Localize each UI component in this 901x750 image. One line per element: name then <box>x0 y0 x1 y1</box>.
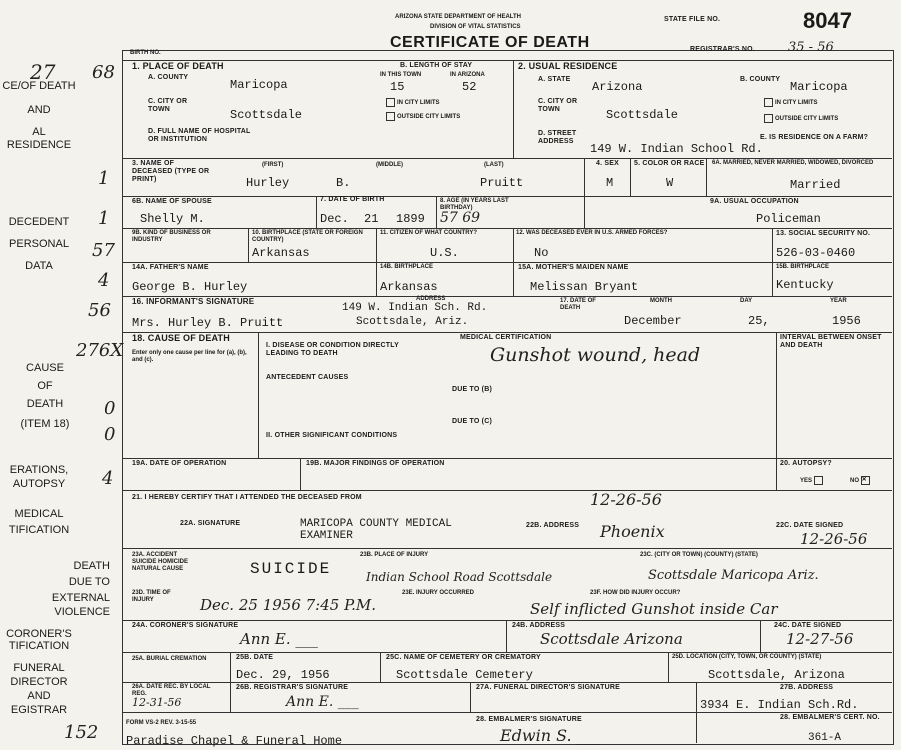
value-funeral-home: Paradise Chapel & Funeral Home <box>126 734 343 748</box>
label-name-deceased: 3. NAME OF DECEASED (TYPE OR PRINT) <box>132 160 210 183</box>
value-father-birthplace: Arkansas <box>380 280 438 294</box>
registrar-number: 35 - 56 <box>788 40 834 55</box>
label-date-rec: 26A. DATE REC. BY LOCAL REG. <box>132 684 211 697</box>
value-ssn: 526-03-0460 <box>776 246 856 260</box>
margin-number: 4 <box>102 468 114 489</box>
margin-autopsy: AUTOPSY <box>12 478 66 490</box>
value-place-injury: Indian School Road Scottsdale <box>366 570 553 584</box>
label-father-birthplace: 14B. BIRTHPLACE <box>380 264 434 270</box>
value-city: Scottsdale <box>230 108 303 122</box>
margin-residence: AL RESIDENCE <box>6 126 72 151</box>
value-race: W <box>666 176 674 190</box>
label-mother-birthplace: 15B. BIRTHPLACE <box>776 264 830 270</box>
label-cause-note: Enter only one cause per line for (a), (b), and (c). <box>132 350 247 363</box>
label-location: 25D. LOCATION (CITY, TOWN, OR COUNTY) (STATE) <box>672 654 822 660</box>
value-sign-place: Phoenix <box>600 522 665 541</box>
value-cause-a: Gunshot wound, head <box>490 344 701 366</box>
label-due-b: DUE TO (B) <box>452 386 492 393</box>
label-in-this-town: IN THIS TOWN <box>380 72 422 78</box>
value-birthplace: Arkansas <box>252 246 310 260</box>
margin-number: 0 <box>104 398 116 419</box>
value-armed-forces: No <box>534 246 549 260</box>
margin-number: 27 <box>30 60 56 84</box>
label-spouse: 6B. NAME OF SPOUSE <box>132 198 212 205</box>
margin-and2: AND <box>27 690 51 702</box>
value-embalmer-sig: Edwin S. ___ <box>500 726 601 745</box>
margin-death: DEATH <box>26 398 64 410</box>
margin-medical: MEDICAL <box>14 508 64 520</box>
margin-number: 0 <box>104 424 116 445</box>
value-informant-address-2: Scottsdale, Ariz. <box>356 316 469 328</box>
margin-decedent: DECEDENT <box>8 216 70 228</box>
value-informant: Mrs. Hurley B. Pruitt <box>132 316 284 330</box>
value-informant-address-1: 149 W. Indian Sch. Rd. <box>342 302 488 314</box>
label-op-findings: 19B. MAJOR FINDINGS OF OPERATION <box>306 460 445 467</box>
label-accident: 23A. ACCIDENT SUICIDE HOMICIDE NATURAL CAUSE <box>132 552 189 572</box>
value-dob-day: 21 <box>364 212 379 226</box>
label-armed-forces: 12. WAS DECEASED EVER IN U.S. ARMED FORCES? <box>516 230 668 236</box>
value-date-rec: 12-31-56 <box>132 696 182 709</box>
margin-number: 57 <box>92 240 115 261</box>
label-city-town: 23C. (CITY OR TOWN) (COUNTY) (STATE) <box>640 552 758 558</box>
value-cert-date: 12-26-56 <box>590 490 662 509</box>
margin-number: 68 <box>92 62 115 83</box>
value-father: George B. Hurley <box>132 280 248 294</box>
value-res-city: Scottsdale <box>606 108 679 122</box>
label-part1: I. DISEASE OR CONDITION DIRECTLY LEADING TO DEATH <box>266 342 399 357</box>
label-coroner-date: 24C. DATE SIGNED <box>774 622 842 629</box>
label-res-city: C. CITY OR TOWN <box>538 98 578 113</box>
label-fd-sig: 27A. FUNERAL DIRECTOR'S SIGNATURE <box>476 684 621 691</box>
margin-number: 1 <box>98 208 110 229</box>
value-mother-birthplace: Kentucky <box>776 278 834 292</box>
label-first: (FIRST) <box>262 162 284 168</box>
registrar-label: REGISTRAR'S NO. <box>690 46 755 53</box>
margin-cause: CAUSE <box>26 362 64 374</box>
state-file-number: 8047 <box>803 8 852 33</box>
label-color: 5. COLOR OR RACE <box>634 160 705 167</box>
label-cause-of-death: 18. CAUSE OF DEATH <box>132 333 230 343</box>
label-op-date: 19A. DATE OF OPERATION <box>132 460 227 467</box>
form-frame <box>122 50 894 745</box>
checkbox-in-city[interactable]: IN CITY LIMITS <box>386 98 440 107</box>
value-examiner: MARICOPA COUNTY MEDICAL EXAMINER <box>300 518 452 542</box>
margin-tification2: TIFICATION <box>8 640 70 652</box>
value-occupation: Policeman <box>756 212 821 226</box>
form-title: CERTIFICATE OF DEATH <box>390 34 590 51</box>
value-burial-date: Dec. 29, 1956 <box>236 668 330 682</box>
label-form: FORM VS-2 REV. 3-15-55 <box>126 720 197 726</box>
label-sex: 4. SEX <box>596 160 619 167</box>
label-age: 8. AGE (IN YEARS LAST BIRTHDAY) <box>440 198 509 211</box>
value-age: 57 69 <box>440 210 481 226</box>
value-fd-addr: 3934 E. Indian Sch.Rd. <box>700 698 859 712</box>
value-middle-name: B. <box>336 176 351 190</box>
label-birthplace: 10. BIRTHPLACE (STATE OR FOREIGN COUNTRY) <box>252 230 363 243</box>
label-informant: 16. INFORMANT'S SIGNATURE <box>132 297 255 306</box>
value-registrar-sig: Ann E. ___ <box>286 694 359 710</box>
margin-of: OF <box>37 380 53 392</box>
label-length-of-stay: B. LENGTH OF STAY <box>400 62 473 69</box>
label-burial: 25A. BURIAL CREMATION <box>132 656 207 662</box>
value-stay-az: 52 <box>462 80 477 94</box>
margin-number: 56 <box>88 300 111 321</box>
value-county: Maricopa <box>230 78 288 92</box>
value-dob-year: 1899 <box>396 212 425 226</box>
margin-data: DATA <box>25 260 53 272</box>
checkbox-autopsy-yes[interactable]: YES <box>800 476 825 485</box>
label-injury-occurred: 23E. INJURY OCCURRED <box>402 590 475 596</box>
value-embalmer-cert: 361-A <box>808 732 842 744</box>
label-part2: II. OTHER SIGNIFICANT CONDITIONS <box>266 432 398 439</box>
label-business: 9B. KIND OF BUSINESS OR INDUSTRY <box>132 230 211 243</box>
label-medical-cert: MEDICAL CERTIFICATION <box>460 334 552 341</box>
label-citizen: 11. CITIZEN OF WHAT COUNTRY? <box>380 230 477 236</box>
label-embalmer-sig: 28. EMBALMER'S SIGNATURE <box>476 716 582 723</box>
label-mother: 15A. MOTHER'S MAIDEN NAME <box>518 264 629 271</box>
label-due-c: DUE TO (C) <box>452 418 492 425</box>
label-informant-address: ADDRESS <box>416 296 446 302</box>
value-spouse: Shelly M. <box>140 212 205 226</box>
checkbox-res-outside-city[interactable]: OUTSIDE CITY LIMITS <box>764 114 838 123</box>
value-street: 149 W. Indian School Rd. <box>590 142 763 156</box>
label-usual-residence: 2. USUAL RESIDENCE <box>518 61 618 71</box>
margin-number: 1 <box>98 168 110 189</box>
value-last-name: Pruitt <box>480 176 524 190</box>
label-how-injury: 23F. HOW DID INJURY OCCUR? <box>590 590 681 596</box>
margin-due-to: DUE TO <box>68 576 110 588</box>
label-farm: E. IS RESIDENCE ON A FARM? <box>760 134 869 141</box>
label-res-county: B. COUNTY <box>740 76 781 83</box>
value-how: Self inflicted Gunshot inside Car <box>530 600 778 618</box>
margin-operations: ERATIONS, <box>9 464 69 476</box>
label-antecedent: ANTECEDENT CAUSES <box>266 374 349 381</box>
label-place-of-death: 1. PLACE OF DEATH <box>132 61 224 71</box>
label-coroner-addr: 24B. ADDRESS <box>512 622 566 629</box>
margin-tification: TIFICATION <box>8 524 70 536</box>
margin-place-of-death: CE/OF DEATH <box>2 80 76 92</box>
value-injury-city: Scottsdale Maricopa Ariz. <box>648 568 819 583</box>
margin-funeral: FUNERAL <box>13 662 65 674</box>
label-middle: (MIDDLE) <box>376 162 403 168</box>
value-death-day: 25, <box>748 314 770 328</box>
value-res-state: Arizona <box>592 80 643 94</box>
label-burial-date: 25B. DATE <box>236 654 274 661</box>
label-interval: INTERVAL BETWEEN ONSET AND DEATH <box>780 334 882 349</box>
label-county: A. COUNTY <box>148 74 189 81</box>
value-coroner-sig: Ann E. ___ <box>240 630 318 648</box>
birth-no-label: BIRTH NO. <box>130 50 161 56</box>
label-date-signed22: 22C. DATE SIGNED <box>776 522 844 529</box>
label-coroner-sig: 24A. CORONER'S SIGNATURE <box>132 622 239 629</box>
state-file-label: STATE FILE NO. <box>664 16 721 23</box>
value-manner: SUICIDE <box>250 560 332 578</box>
value-mother: Melissan Bryant <box>530 280 639 294</box>
margin-personal: PERSONAL <box>9 238 69 250</box>
label-dod-day: DAY <box>740 298 753 304</box>
label-father: 14A. FATHER'S NAME <box>132 264 209 271</box>
value-dob-month: Dec. <box>320 212 349 226</box>
value-death-year: 1956 <box>832 314 861 328</box>
margin-item18: (ITEM 18) <box>20 418 70 430</box>
margin-coroners: CORONER'S <box>6 628 72 640</box>
label-hospital: D. FULL NAME OF HOSPITAL OR INSTITUTION <box>148 128 251 143</box>
label-dod-month: MONTH <box>650 298 672 304</box>
margin-death-due: DEATH <box>73 560 110 572</box>
label-res-state: A. STATE <box>538 76 571 83</box>
label-fd-addr: 27B. ADDRESS <box>780 684 834 691</box>
value-coroner-date: 12-27-56 <box>786 630 854 648</box>
checkbox-autopsy-no[interactable]: NO ✕ <box>850 476 872 485</box>
label-address22: 22B. ADDRESS <box>526 522 580 529</box>
margin-number: 276X <box>76 340 124 361</box>
label-city: C. CITY OR TOWN <box>148 98 188 113</box>
label-signature: 22A. SIGNATURE <box>180 520 241 527</box>
value-death-month: December <box>624 314 682 328</box>
division-name: DIVISION OF VITAL STATISTICS <box>430 24 521 30</box>
label-date-of-death: 17. DATE OF DEATH <box>560 298 596 311</box>
label-dod-year: YEAR <box>830 298 847 304</box>
value-stay-town: 15 <box>390 80 405 94</box>
value-coroner-addr: Scottsdale Arizona <box>540 630 683 648</box>
label-in-arizona: IN ARIZONA <box>450 72 485 78</box>
label-marital: 6A. MARRIED, NEVER MARRIED, WIDOWED, DIVORCED <box>712 160 874 166</box>
margin-registrar: EGISTRAR <box>10 704 68 716</box>
label-autopsy: 20. AUTOPSY? <box>780 460 832 467</box>
value-citizen: U.S. <box>430 246 459 260</box>
label-certify: 21. I HEREBY CERTIFY THAT I ATTENDED THE DECEASED FROM <box>132 494 362 501</box>
value-location: Scottsdale, Arizona <box>708 668 845 682</box>
margin-external: EXTERNAL <box>51 592 110 604</box>
label-occupation: 9A. USUAL OCCUPATION <box>710 198 799 205</box>
margin-bottom-number: 152 <box>64 722 99 743</box>
label-ssn: 13. SOCIAL SECURITY NO. <box>776 230 871 237</box>
margin-director: DIRECTOR <box>10 676 68 688</box>
label-time-injury: 23D. TIME OF INJURY <box>132 590 171 603</box>
agency-name: ARIZONA STATE DEPARTMENT OF HEALTH <box>395 14 521 20</box>
value-res-county: Maricopa <box>790 80 848 94</box>
label-dob: 7. DATE OF BIRTH <box>320 196 385 203</box>
label-cemetery: 25C. NAME OF CEMETERY OR CREMATORY <box>386 654 541 661</box>
value-cemetery: Scottsdale Cemetery <box>396 668 533 682</box>
checkbox-outside-city[interactable]: OUTSIDE CITY LIMITS <box>386 112 460 121</box>
value-date-signed: 12-26-56 <box>800 530 868 548</box>
label-street: D. STREET ADDRESS <box>538 130 577 145</box>
margin-violence: VIOLENCE <box>54 606 110 618</box>
label-registrar-sig: 26B. REGISTRAR'S SIGNATURE <box>236 684 349 691</box>
value-first-name: Hurley <box>246 176 290 190</box>
label-last: (LAST) <box>484 162 504 168</box>
label-embalmer-cert: 28. EMBALMER'S CERT. NO. <box>780 714 880 721</box>
value-sex: M <box>606 176 614 190</box>
value-time-injury: Dec. 25 1956 7:45 P.M. <box>200 596 377 614</box>
checkbox-res-in-city[interactable]: IN CITY LIMITS <box>764 98 818 107</box>
margin-number: 4 <box>98 270 110 291</box>
value-marital: Married <box>790 178 841 192</box>
label-place-injury: 23B. PLACE OF INJURY <box>360 552 429 558</box>
margin-and: AND <box>27 104 51 116</box>
